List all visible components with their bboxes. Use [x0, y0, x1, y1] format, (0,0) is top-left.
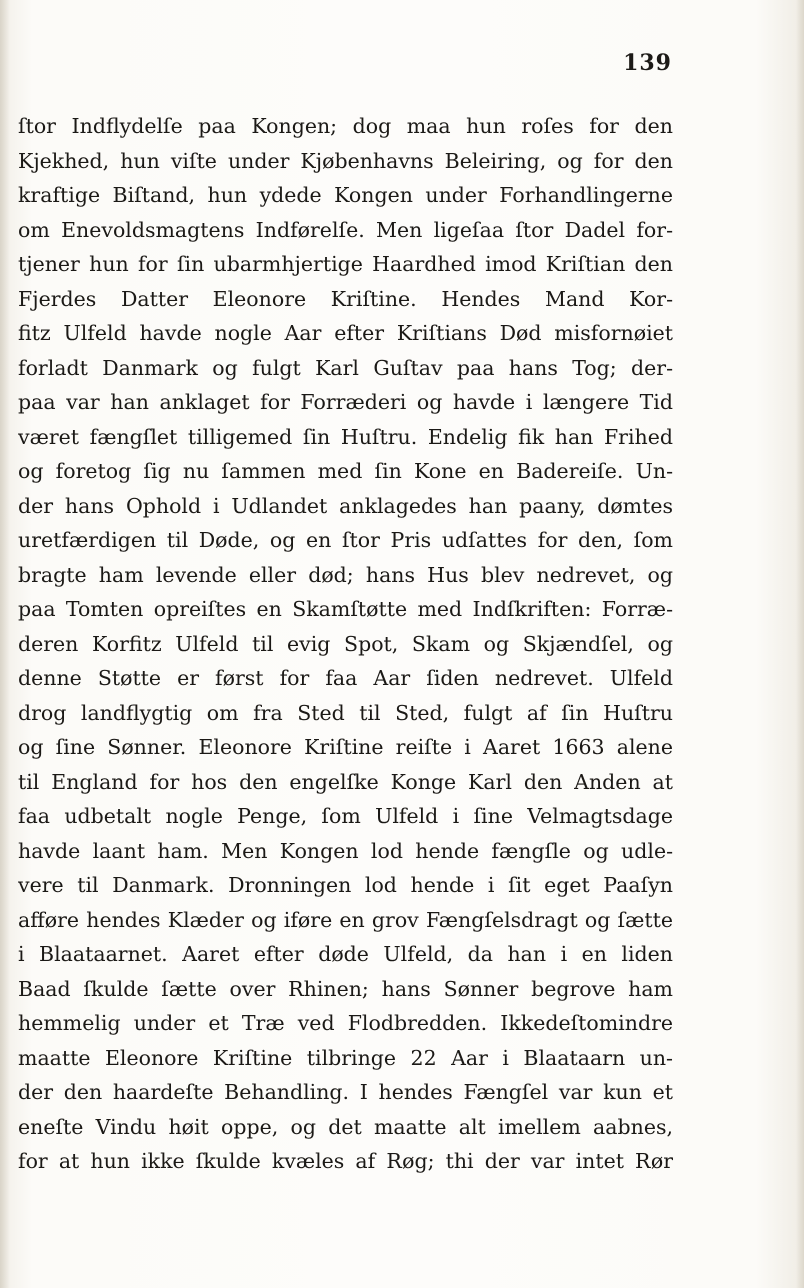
text-line-12: der hans Ophold i Udlandet anklagedes han paany, dømtes — [18, 493, 673, 518]
text-line-18: drog landflygtig om fra Sted til Sted, fulgt af ſin Huſtru — [18, 700, 673, 725]
text-line-6: Fjerdes Datter Eleonore Kriſtine. Hendes Mand Kor- — [18, 286, 673, 311]
text-line-11: og foretog ſig nu ſammen med ſin Kone en Badereiſe. Un- — [18, 459, 673, 483]
text-line-5: tjener hun for ſin ubarmhjertige Haardhed imod Kriſtian den — [18, 252, 673, 276]
text-line-30: eneſte Vindu høit oppe, og det maatte alt imellem aabnes, — [18, 1114, 673, 1139]
text-line-22: havde laant ham. Men Kongen lod hende fængſle og udle- — [18, 838, 673, 863]
text-line-23: vere til Danmark. Dronningen lod hende i ſit eget Paaſyn — [18, 873, 673, 897]
text-line-26: Baad ſkulde ſætte over Rhinen; hans Sønner begrove ham — [18, 976, 673, 1001]
text-line-17: denne Støtte er først for faa Aar ſiden nedrevet. Ulfeld — [18, 666, 673, 690]
text-line-25: i Blaataarnet. Aaret efter døde Ulfeld, da han i en liden — [18, 942, 673, 966]
text-line-4: om Enevoldsmagtens Indførelſe. Men ligeſaa ſtor Dadel for- — [18, 217, 673, 242]
text-line-1: ſtor Indflydelſe paa Kongen; dog maa hun roſes for den — [18, 114, 673, 138]
text-line-7: fitz Ulfeld havde nogle Aar efter Kriſtians Død misfornøiet — [18, 321, 673, 345]
page-edge-left — [0, 0, 10, 1288]
text-line-24: afføre hendes Klæder og iføre en grov Fængſelsdragt og ſætte — [18, 907, 673, 932]
text-line-28: maatte Eleonore Kriſtine tilbringe 22 Aar i Blaataarn un- — [18, 1045, 673, 1070]
text-line-9: paa var han anklaget for Forræderi og havde i længere Tid — [18, 390, 673, 414]
body-text — [18, 109, 673, 1179]
page-number: 139 — [623, 50, 672, 76]
text-line-16: deren Korfitz Ulfeld til evig Spot, Skam og Skjændſel, og — [18, 631, 673, 656]
text-line-27: hemmelig under et Træ ved Flodbredden. Ikkedeſtomindre — [18, 1011, 673, 1035]
text-line-13: uretfærdigen til Døde, og en ſtor Pris udſattes for den, ſom — [18, 528, 673, 552]
text-line-20: til England for hos den engelſke Konge Karl den Anden at — [18, 769, 673, 794]
text-line-14: bragte ham levende eller død; hans Hus blev nedrevet, og — [18, 562, 673, 587]
text-line-3: kraftige Biſtand, hun ydede Kongen under Forhandlingerne — [18, 183, 673, 207]
text-line-29: der den haardeſte Behandling. I hendes Fængſel var kun et — [18, 1080, 673, 1104]
text-line-15: paa Tomten opreiſtes en Skamſtøtte med Indſkriften: Forræ- — [18, 597, 673, 621]
text-line-10: været fængſlet tilligemed ſin Huſtru. Endelig fik han Frihed — [18, 424, 673, 449]
text-line-2: Kjekhed, hun viſte under Kjøbenhavns Beleiring, og for den — [18, 148, 673, 173]
page-edge-right — [796, 0, 804, 1288]
text-line-8: forladt Danmark og fulgt Karl Guſtav paa hans Tog; der- — [18, 355, 673, 380]
text-line-19: og ſine Sønner. Eleonore Kriſtine reiſte i Aaret 1663 alene — [18, 735, 673, 759]
text-line-31: for at hun ikke ſkulde kvæles af Røg; thi der var intet Rør — [18, 1149, 673, 1173]
text-line-21: faa udbetalt nogle Penge, ſom Ulfeld i ſine Velmagtsdage — [18, 804, 673, 828]
